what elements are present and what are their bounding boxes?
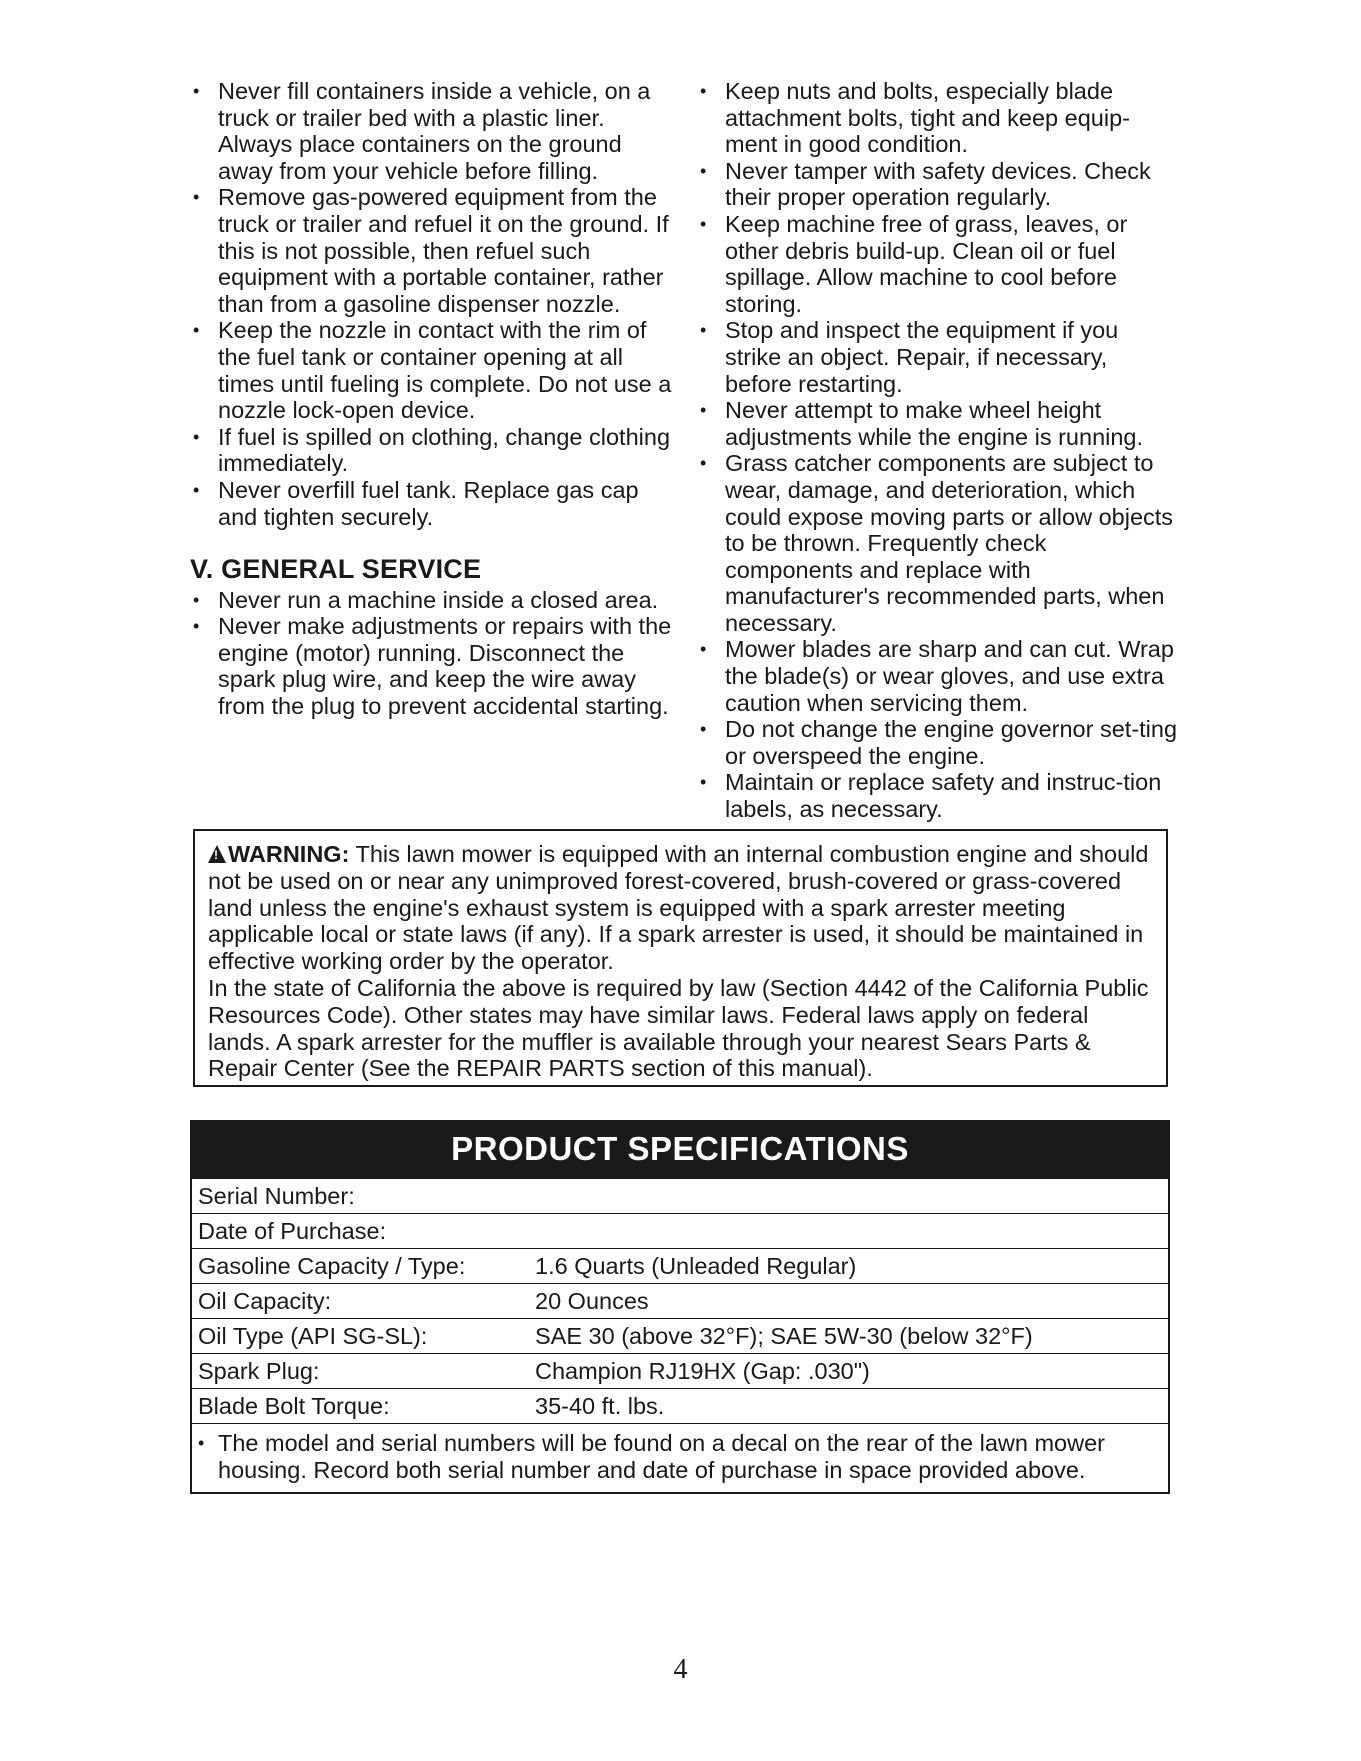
- list-item: • Keep the nozzle in contact with the rim of the fuel tank or container opening at all times until fueling is complete. Do not use a nozzle lock-open device.: [193, 317, 683, 423]
- fuel-safety-list: [193, 78, 683, 530]
- spec-value: 20 Ounces: [529, 1284, 1169, 1319]
- list-item: • Never make adjustments or repairs with the engine (motor) running. Disconnect the spark plug wire, and keep the wire away from the plug to prevent accidental starting.: [193, 613, 683, 719]
- table-row: [191, 1284, 1169, 1319]
- section-heading-general-service: V. GENERAL SERVICE: [190, 554, 482, 585]
- warning-label: WARNING:: [228, 841, 350, 867]
- warning-triangle-icon: [208, 845, 226, 863]
- spec-label: Oil Type (API SG-SL):: [191, 1319, 529, 1354]
- warning-paragraph-california: In the state of California the above is required by law (Section 4442 of the California Public Resources Code). Other states may have similar laws. Federal laws apply on federal lands. A spark arrester for the muffler is available through your nearest Sears Parts & Repair Center (See the REPAIR PARTS section of this manual).: [208, 974, 1149, 1082]
- product-specifications: [190, 1120, 1170, 1494]
- table-row: [191, 1249, 1169, 1284]
- list-item: • Never fill containers inside a vehicle, on a truck or trailer bed with a plastic liner. Always place containers on the ground away from your vehicle before filling.: [193, 78, 683, 184]
- list-item: • Mower blades are sharp and can cut. Wrap the blade(s) or wear gloves, and use extra caution when servicing them.: [700, 636, 1180, 716]
- right-column: [700, 78, 1180, 823]
- spec-label: Spark Plug:: [191, 1354, 529, 1389]
- list-item: • Never attempt to make wheel height adjustments while the engine is running.: [700, 397, 1180, 450]
- table-row: [191, 1214, 1169, 1249]
- list-item: • Never overfill fuel tank. Replace gas cap and tighten securely.: [193, 477, 683, 530]
- list-item: • Keep nuts and bolts, especially blade attachment bolts, tight and keep equip-ment in good condition.: [700, 78, 1180, 158]
- specifications-title: PRODUCT SPECIFICATIONS: [190, 1120, 1170, 1178]
- list-item: • Do not change the engine governor set-ting or overspeed the engine.: [700, 716, 1180, 769]
- note-text: • The model and serial numbers will be found on a decal on the rear of the lawn mower housing. Record both serial number and date of purchase in space provided above.: [198, 1430, 1164, 1484]
- table-row: [191, 1389, 1169, 1424]
- table-row: [191, 1179, 1169, 1214]
- list-item: • Never tamper with safety devices. Check their proper operation regularly.: [700, 158, 1180, 211]
- spec-value: 35-40 ft. lbs.: [529, 1389, 1169, 1424]
- specifications-table: [190, 1178, 1170, 1424]
- spec-value: Champion RJ19HX (Gap: .030"): [529, 1354, 1169, 1389]
- list-item: • If fuel is spilled on clothing, change clothing immediately.: [193, 424, 683, 477]
- warning-box: [193, 829, 1168, 1087]
- list-item: • Grass catcher components are subject to wear, damage, and deterioration, which could expose moving parts or allow objects to be thrown. Frequently check components and replace with manufacturer's recommended parts, when necessary.: [700, 450, 1180, 636]
- specifications-note: [190, 1424, 1170, 1494]
- table-row: [191, 1319, 1169, 1354]
- list-item: • Keep machine free of grass, leaves, or other debris build-up. Clean oil or fuel spillage. Allow machine to cool before storing.: [700, 211, 1180, 317]
- service-safety-list: [700, 78, 1180, 823]
- spec-label: Blade Bolt Torque:: [191, 1389, 529, 1424]
- spec-label: Serial Number:: [191, 1179, 529, 1214]
- spec-label: Oil Capacity:: [191, 1284, 529, 1319]
- warning-text: This lawn mower is equipped with an internal combustion engine and should not be used on or near any unimproved forest-covered, brush-covered or grass-covered land unless the engine's exhaust system is equipped with a spark arrester meeting applicable local or state laws (if any). If a spark arrester is used, it should be maintained in effective working order by the operator.: [208, 841, 1149, 975]
- spec-label: Gasoline Capacity / Type:: [191, 1249, 529, 1284]
- spec-value: SAE 30 (above 32°F); SAE 5W-30 (below 32°F): [529, 1319, 1169, 1354]
- general-service-list: [193, 587, 683, 720]
- spec-value: [529, 1179, 1169, 1214]
- spec-label: Date of Purchase:: [191, 1214, 529, 1249]
- page-number: 4: [673, 1654, 688, 1685]
- list-item: • Remove gas-powered equipment from the truck or trailer and refuel it on the ground. If this is not possible, then refuel such equipment with a portable container, rather than from a gasoline dispenser nozzle.: [193, 184, 683, 317]
- left-column: [190, 78, 683, 720]
- table-row: [191, 1354, 1169, 1389]
- list-item: • Never run a machine inside a closed area.: [193, 587, 683, 614]
- warning-paragraph: [208, 841, 1154, 975]
- spec-value: 1.6 Quarts (Unleaded Regular): [529, 1249, 1169, 1284]
- list-item: • Stop and inspect the equipment if you strike an object. Repair, if necessary, before restarting.: [700, 317, 1180, 397]
- list-item: • Maintain or replace safety and instruc-tion labels, as necessary.: [700, 769, 1180, 822]
- spec-value: [529, 1214, 1169, 1249]
